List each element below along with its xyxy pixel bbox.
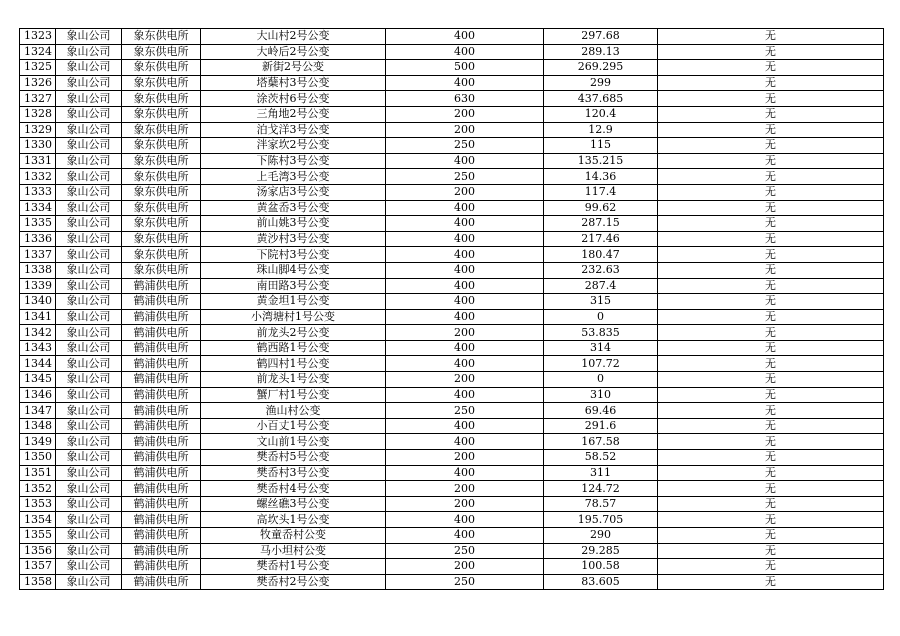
row-number-cell: 1336 (20, 231, 56, 247)
station-cell: 象东供电所 (122, 75, 201, 91)
remark-cell: 无 (658, 512, 884, 528)
row-number-cell: 1332 (20, 169, 56, 185)
row-number-cell: 1333 (20, 184, 56, 200)
company-cell: 象山公司 (56, 247, 122, 263)
row-number-cell: 1329 (20, 122, 56, 138)
load-cell: 0 (544, 309, 658, 325)
company-cell: 象山公司 (56, 169, 122, 185)
table-row (20, 309, 884, 325)
load-cell: 124.72 (544, 481, 658, 497)
load-cell: 100.58 (544, 559, 658, 575)
load-cell: 195.705 (544, 512, 658, 528)
company-cell: 象山公司 (56, 278, 122, 294)
transformer-name-cell: 汤家店3号公变 (201, 184, 386, 200)
remark-cell: 无 (658, 528, 884, 544)
table-row (20, 356, 884, 372)
remark-cell: 无 (658, 340, 884, 356)
load-cell: 314 (544, 340, 658, 356)
company-cell: 象山公司 (56, 216, 122, 232)
load-cell: 299 (544, 75, 658, 91)
company-cell: 象山公司 (56, 481, 122, 497)
company-cell: 象山公司 (56, 465, 122, 481)
company-cell: 象山公司 (56, 434, 122, 450)
remark-cell: 无 (658, 106, 884, 122)
transformer-name-cell: 珠山脚4号公变 (201, 262, 386, 278)
station-cell: 鹤浦供电所 (122, 528, 201, 544)
table-row (20, 418, 884, 434)
station-cell: 象东供电所 (122, 106, 201, 122)
company-cell: 象山公司 (56, 44, 122, 60)
station-cell: 象东供电所 (122, 231, 201, 247)
row-number-cell: 1338 (20, 262, 56, 278)
capacity-cell: 200 (386, 325, 544, 341)
transformer-name-cell: 南田路3号公变 (201, 278, 386, 294)
table-row (20, 496, 884, 512)
load-cell: 135.215 (544, 153, 658, 169)
transformer-name-cell: 高坎头1号公变 (201, 512, 386, 528)
row-number-cell: 1347 (20, 403, 56, 419)
company-cell: 象山公司 (56, 559, 122, 575)
transformer-name-cell: 下陈村3号公变 (201, 153, 386, 169)
table-row (20, 372, 884, 388)
transformer-name-cell: 黄金坦1号公变 (201, 294, 386, 310)
table-row (20, 216, 884, 232)
capacity-cell: 400 (386, 465, 544, 481)
row-number-cell: 1351 (20, 465, 56, 481)
row-number-cell: 1345 (20, 372, 56, 388)
remark-cell: 无 (658, 184, 884, 200)
station-cell: 象东供电所 (122, 91, 201, 107)
transformer-name-cell: 黄盆岙3号公变 (201, 200, 386, 216)
company-cell: 象山公司 (56, 512, 122, 528)
row-number-cell: 1326 (20, 75, 56, 91)
row-number-cell: 1353 (20, 496, 56, 512)
row-number-cell: 1354 (20, 512, 56, 528)
remark-cell: 无 (658, 543, 884, 559)
company-cell: 象山公司 (56, 387, 122, 403)
table-row (20, 138, 884, 154)
table-row (20, 247, 884, 263)
load-cell: 69.46 (544, 403, 658, 419)
transformer-name-cell: 前山姚3号公变 (201, 216, 386, 232)
company-cell: 象山公司 (56, 262, 122, 278)
company-cell: 象山公司 (56, 528, 122, 544)
capacity-cell: 400 (386, 528, 544, 544)
transformer-name-cell: 小湾塘村1号公变 (201, 309, 386, 325)
load-cell: 180.47 (544, 247, 658, 263)
station-cell: 鹤浦供电所 (122, 309, 201, 325)
capacity-cell: 250 (386, 403, 544, 419)
station-cell: 鹤浦供电所 (122, 387, 201, 403)
table-row (20, 465, 884, 481)
capacity-cell: 250 (386, 169, 544, 185)
load-cell: 53.835 (544, 325, 658, 341)
load-cell: 311 (544, 465, 658, 481)
remark-cell: 无 (658, 574, 884, 590)
remark-cell: 无 (658, 450, 884, 466)
table-row (20, 200, 884, 216)
row-number-cell: 1346 (20, 387, 56, 403)
remark-cell: 无 (658, 387, 884, 403)
load-cell: 297.68 (544, 29, 658, 45)
transformer-name-cell: 下院村3号公变 (201, 247, 386, 263)
load-cell: 78.57 (544, 496, 658, 512)
load-cell: 117.4 (544, 184, 658, 200)
capacity-cell: 630 (386, 91, 544, 107)
row-number-cell: 1355 (20, 528, 56, 544)
table-row (20, 231, 884, 247)
capacity-cell: 250 (386, 543, 544, 559)
capacity-cell: 200 (386, 106, 544, 122)
table-row (20, 278, 884, 294)
row-number-cell: 1356 (20, 543, 56, 559)
transformer-name-cell: 蟹厂村1号公变 (201, 387, 386, 403)
capacity-cell: 250 (386, 138, 544, 154)
row-number-cell: 1327 (20, 91, 56, 107)
capacity-cell: 400 (386, 262, 544, 278)
capacity-cell: 400 (386, 153, 544, 169)
load-cell: 269.295 (544, 60, 658, 76)
capacity-cell: 200 (386, 559, 544, 575)
remark-cell: 无 (658, 403, 884, 419)
capacity-cell: 400 (386, 309, 544, 325)
transformer-name-cell: 樊岙村2号公变 (201, 574, 386, 590)
station-cell: 鹤浦供电所 (122, 574, 201, 590)
transformer-name-cell: 前龙头1号公变 (201, 372, 386, 388)
transformer-name-cell: 黄沙村3号公变 (201, 231, 386, 247)
transformer-name-cell: 马小坦村公变 (201, 543, 386, 559)
capacity-cell: 200 (386, 481, 544, 497)
remark-cell: 无 (658, 247, 884, 263)
remark-cell: 无 (658, 309, 884, 325)
capacity-cell: 400 (386, 29, 544, 45)
station-cell: 鹤浦供电所 (122, 481, 201, 497)
row-number-cell: 1337 (20, 247, 56, 263)
table-row (20, 44, 884, 60)
row-number-cell: 1335 (20, 216, 56, 232)
row-number-cell: 1340 (20, 294, 56, 310)
table-row (20, 294, 884, 310)
company-cell: 象山公司 (56, 75, 122, 91)
transformer-name-cell: 小百丈1号公变 (201, 418, 386, 434)
row-number-cell: 1330 (20, 138, 56, 154)
load-cell: 437.685 (544, 91, 658, 107)
transformer-name-cell: 涂茨村6号公变 (201, 91, 386, 107)
load-cell: 58.52 (544, 450, 658, 466)
row-number-cell: 1349 (20, 434, 56, 450)
load-cell: 115 (544, 138, 658, 154)
station-cell: 象东供电所 (122, 44, 201, 60)
load-cell: 287.4 (544, 278, 658, 294)
transformer-name-cell: 牧童岙村公变 (201, 528, 386, 544)
capacity-cell: 400 (386, 434, 544, 450)
station-cell: 鹤浦供电所 (122, 559, 201, 575)
company-cell: 象山公司 (56, 153, 122, 169)
table-row (20, 528, 884, 544)
remark-cell: 无 (658, 294, 884, 310)
row-number-cell: 1357 (20, 559, 56, 575)
load-cell: 29.285 (544, 543, 658, 559)
remark-cell: 无 (658, 262, 884, 278)
row-number-cell: 1341 (20, 309, 56, 325)
capacity-cell: 200 (386, 122, 544, 138)
transformer-name-cell: 塔蘖村3号公变 (201, 75, 386, 91)
remark-cell: 无 (658, 138, 884, 154)
transformer-name-cell: 樊岙村4号公变 (201, 481, 386, 497)
company-cell: 象山公司 (56, 372, 122, 388)
transformer-table (19, 28, 884, 590)
company-cell: 象山公司 (56, 543, 122, 559)
capacity-cell: 400 (386, 340, 544, 356)
company-cell: 象山公司 (56, 200, 122, 216)
table-row (20, 106, 884, 122)
company-cell: 象山公司 (56, 403, 122, 419)
transformer-name-cell: 前龙头2号公变 (201, 325, 386, 341)
company-cell: 象山公司 (56, 418, 122, 434)
company-cell: 象山公司 (56, 184, 122, 200)
transformer-name-cell: 新街2号公变 (201, 60, 386, 76)
capacity-cell: 200 (386, 450, 544, 466)
transformer-name-cell: 泮家坎2号公变 (201, 138, 386, 154)
station-cell: 象东供电所 (122, 29, 201, 45)
capacity-cell: 400 (386, 75, 544, 91)
row-number-cell: 1339 (20, 278, 56, 294)
station-cell: 鹤浦供电所 (122, 465, 201, 481)
station-cell: 象东供电所 (122, 200, 201, 216)
company-cell: 象山公司 (56, 122, 122, 138)
capacity-cell: 400 (386, 387, 544, 403)
company-cell: 象山公司 (56, 106, 122, 122)
company-cell: 象山公司 (56, 60, 122, 76)
station-cell: 鹤浦供电所 (122, 372, 201, 388)
row-number-cell: 1323 (20, 29, 56, 45)
transformer-name-cell: 樊岙村1号公变 (201, 559, 386, 575)
station-cell: 鹤浦供电所 (122, 340, 201, 356)
transformer-name-cell: 鹤西路1号公变 (201, 340, 386, 356)
capacity-cell: 400 (386, 231, 544, 247)
table-row (20, 122, 884, 138)
row-number-cell: 1350 (20, 450, 56, 466)
capacity-cell: 400 (386, 200, 544, 216)
remark-cell: 无 (658, 29, 884, 45)
station-cell: 象东供电所 (122, 138, 201, 154)
table-row (20, 262, 884, 278)
company-cell: 象山公司 (56, 309, 122, 325)
remark-cell: 无 (658, 418, 884, 434)
station-cell: 鹤浦供电所 (122, 294, 201, 310)
station-cell: 鹤浦供电所 (122, 434, 201, 450)
capacity-cell: 400 (386, 512, 544, 528)
remark-cell: 无 (658, 169, 884, 185)
station-cell: 象东供电所 (122, 169, 201, 185)
load-cell: 14.36 (544, 169, 658, 185)
remark-cell: 无 (658, 44, 884, 60)
load-cell: 107.72 (544, 356, 658, 372)
capacity-cell: 400 (386, 294, 544, 310)
station-cell: 鹤浦供电所 (122, 496, 201, 512)
table-row (20, 325, 884, 341)
row-number-cell: 1324 (20, 44, 56, 60)
station-cell: 象东供电所 (122, 247, 201, 263)
remark-cell: 无 (658, 153, 884, 169)
company-cell: 象山公司 (56, 294, 122, 310)
load-cell: 167.58 (544, 434, 658, 450)
station-cell: 象东供电所 (122, 60, 201, 76)
load-cell: 12.9 (544, 122, 658, 138)
remark-cell: 无 (658, 231, 884, 247)
remark-cell: 无 (658, 278, 884, 294)
table-row (20, 574, 884, 590)
table-row (20, 169, 884, 185)
company-cell: 象山公司 (56, 29, 122, 45)
company-cell: 象山公司 (56, 231, 122, 247)
table-body (20, 29, 884, 590)
row-number-cell: 1348 (20, 418, 56, 434)
table-row (20, 481, 884, 497)
capacity-cell: 400 (386, 44, 544, 60)
table-row (20, 403, 884, 419)
capacity-cell: 250 (386, 574, 544, 590)
remark-cell: 无 (658, 496, 884, 512)
row-number-cell: 1342 (20, 325, 56, 341)
transformer-name-cell: 樊岙村3号公变 (201, 465, 386, 481)
capacity-cell: 400 (386, 356, 544, 372)
table-row (20, 559, 884, 575)
remark-cell: 无 (658, 434, 884, 450)
load-cell: 289.13 (544, 44, 658, 60)
load-cell: 291.6 (544, 418, 658, 434)
transformer-name-cell: 渔山村公变 (201, 403, 386, 419)
station-cell: 鹤浦供电所 (122, 512, 201, 528)
station-cell: 象东供电所 (122, 122, 201, 138)
table-row (20, 450, 884, 466)
remark-cell: 无 (658, 60, 884, 76)
load-cell: 83.605 (544, 574, 658, 590)
remark-cell: 无 (658, 465, 884, 481)
transformer-name-cell: 上毛湾3号公变 (201, 169, 386, 185)
station-cell: 鹤浦供电所 (122, 356, 201, 372)
row-number-cell: 1352 (20, 481, 56, 497)
remark-cell: 无 (658, 91, 884, 107)
transformer-name-cell: 鹤四村1号公变 (201, 356, 386, 372)
station-cell: 象东供电所 (122, 216, 201, 232)
table-row (20, 543, 884, 559)
remark-cell: 无 (658, 559, 884, 575)
station-cell: 鹤浦供电所 (122, 325, 201, 341)
load-cell: 290 (544, 528, 658, 544)
load-cell: 232.63 (544, 262, 658, 278)
transformer-name-cell: 文山前1号公变 (201, 434, 386, 450)
transformer-name-cell: 樊岙村5号公变 (201, 450, 386, 466)
capacity-cell: 200 (386, 496, 544, 512)
company-cell: 象山公司 (56, 325, 122, 341)
remark-cell: 无 (658, 356, 884, 372)
load-cell: 315 (544, 294, 658, 310)
table-row (20, 512, 884, 528)
capacity-cell: 200 (386, 372, 544, 388)
row-number-cell: 1331 (20, 153, 56, 169)
transformer-name-cell: 大岭后2号公变 (201, 44, 386, 60)
transformer-name-cell: 大山村2号公变 (201, 29, 386, 45)
capacity-cell: 400 (386, 418, 544, 434)
transformer-name-cell: 泊戈洋3号公变 (201, 122, 386, 138)
row-number-cell: 1343 (20, 340, 56, 356)
table-row (20, 60, 884, 76)
station-cell: 象东供电所 (122, 153, 201, 169)
row-number-cell: 1358 (20, 574, 56, 590)
station-cell: 鹤浦供电所 (122, 278, 201, 294)
transformer-name-cell: 螺丝礁3号公变 (201, 496, 386, 512)
table-row (20, 29, 884, 45)
table-row (20, 184, 884, 200)
load-cell: 99.62 (544, 200, 658, 216)
table-row (20, 387, 884, 403)
company-cell: 象山公司 (56, 574, 122, 590)
company-cell: 象山公司 (56, 450, 122, 466)
station-cell: 鹤浦供电所 (122, 418, 201, 434)
row-number-cell: 1328 (20, 106, 56, 122)
company-cell: 象山公司 (56, 138, 122, 154)
remark-cell: 无 (658, 216, 884, 232)
table-row (20, 434, 884, 450)
table-row (20, 340, 884, 356)
load-cell: 287.15 (544, 216, 658, 232)
remark-cell: 无 (658, 325, 884, 341)
row-number-cell: 1325 (20, 60, 56, 76)
capacity-cell: 500 (386, 60, 544, 76)
load-cell: 0 (544, 372, 658, 388)
table-row (20, 91, 884, 107)
station-cell: 象东供电所 (122, 262, 201, 278)
table-row (20, 75, 884, 91)
capacity-cell: 200 (386, 184, 544, 200)
company-cell: 象山公司 (56, 91, 122, 107)
transformer-name-cell: 三角地2号公变 (201, 106, 386, 122)
capacity-cell: 400 (386, 247, 544, 263)
load-cell: 217.46 (544, 231, 658, 247)
load-cell: 310 (544, 387, 658, 403)
remark-cell: 无 (658, 200, 884, 216)
remark-cell: 无 (658, 75, 884, 91)
load-cell: 120.4 (544, 106, 658, 122)
capacity-cell: 400 (386, 278, 544, 294)
company-cell: 象山公司 (56, 340, 122, 356)
capacity-cell: 400 (386, 216, 544, 232)
station-cell: 象东供电所 (122, 184, 201, 200)
station-cell: 鹤浦供电所 (122, 403, 201, 419)
station-cell: 鹤浦供电所 (122, 543, 201, 559)
remark-cell: 无 (658, 481, 884, 497)
station-cell: 鹤浦供电所 (122, 450, 201, 466)
company-cell: 象山公司 (56, 496, 122, 512)
remark-cell: 无 (658, 122, 884, 138)
table-row (20, 153, 884, 169)
row-number-cell: 1344 (20, 356, 56, 372)
remark-cell: 无 (658, 372, 884, 388)
row-number-cell: 1334 (20, 200, 56, 216)
company-cell: 象山公司 (56, 356, 122, 372)
